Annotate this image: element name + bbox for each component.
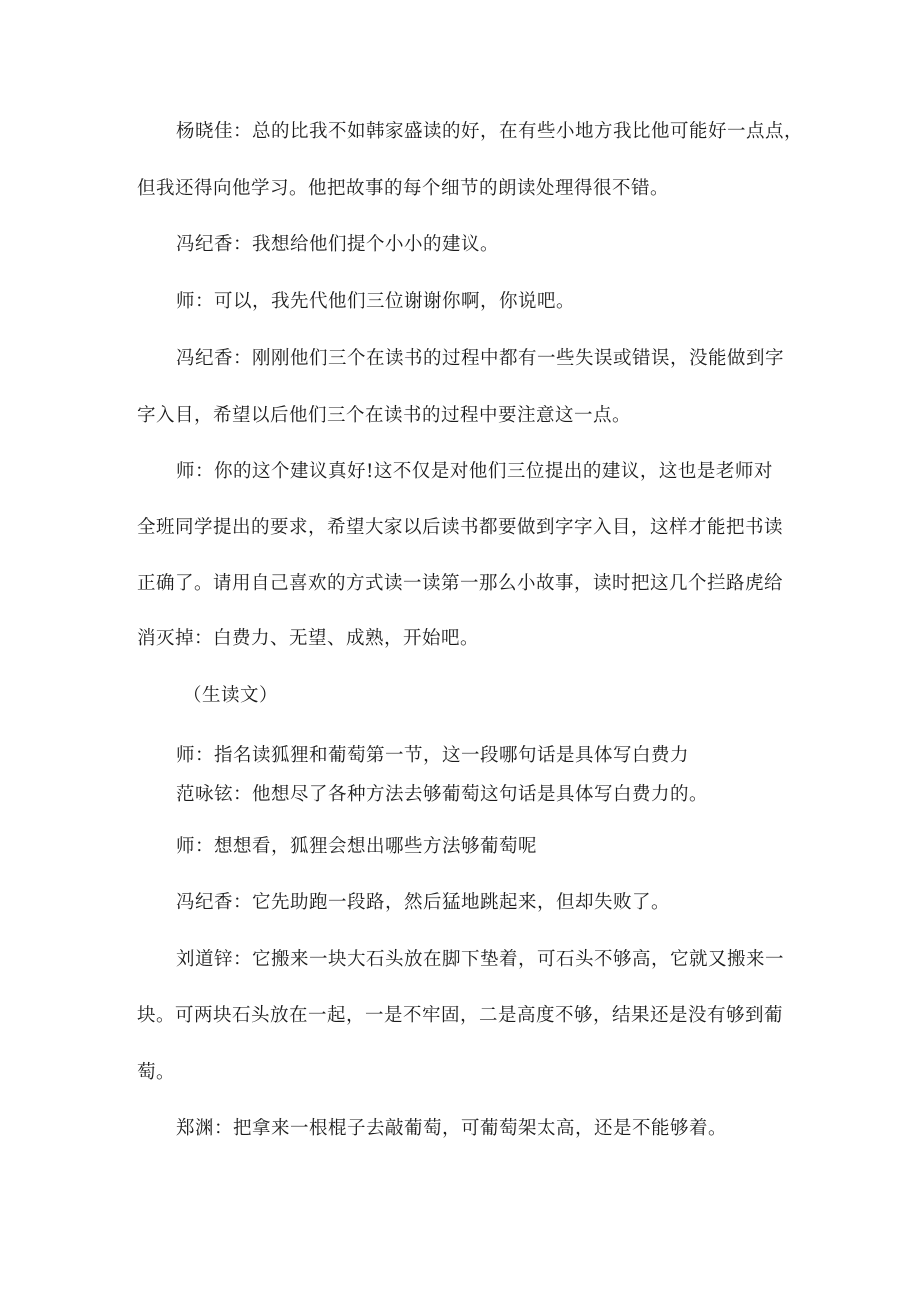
paragraph-line: 师：你的这个建议真好!这不仅是对他们三位提出的建议，这也是老师对	[176, 461, 773, 482]
paragraph-line: 冯纪香：刚刚他们三个在读书的过程中都有一些失误或错误，没能做到字	[176, 348, 785, 369]
paragraph-line: 刘道锌：它搬来一块大石头放在脚下垫着，可石头不够高，它就又搬来一	[176, 949, 785, 970]
paragraph-line: 郑渊：把拿来一根棍子去敲葡萄，可葡萄架太高，还是不能够着。	[176, 1118, 728, 1139]
paragraph-line: 范咏铉：他想尽了各种方法去够葡萄这句话是具体写白费力的。	[176, 784, 709, 805]
paragraph-line: 杨晓佳：总的比我不如韩家盛读的好，在有些小地方我比他可能好一点点，	[176, 121, 804, 142]
paragraph-line: 萄。	[137, 1062, 176, 1083]
paragraph-line: 字入目，希望以后他们三个在读书的过程中要注意这一点。	[137, 405, 632, 426]
paragraph-line: 冯纪香：我想给他们提个小小的建议。	[176, 234, 500, 255]
paragraph-line: 全班同学提出的要求，希望大家以后读书都要做到字字入目，这样才能把书读	[137, 517, 784, 538]
stage-direction: （生读文）	[183, 685, 279, 706]
paragraph-line: 但我还得向他学习。他把故事的每个细节的朗读处理得很不错。	[137, 178, 670, 199]
paragraph-line: 块。可两块石头放在一起，一是不牢固，二是高度不够，结果还是没有够到葡	[137, 1005, 784, 1026]
paragraph-line: 消灭掉：白费力、无望、成熟，开始吧。	[137, 628, 480, 649]
paragraph-line: 冯纪香：它先助跑一段路，然后猛地跳起来，但却失败了。	[176, 892, 671, 913]
paragraph-line: 正确了。请用自己喜欢的方式读一读第一那么小故事，读时把这几个拦路虎给	[137, 573, 784, 594]
paragraph-line: 师：可以，我先代他们三位谢谢你啊，你说吧。	[176, 291, 576, 312]
paragraph-line: 师：想想看，狐狸会想出哪些方法够葡萄呢	[176, 836, 538, 857]
paragraph-line: 师：指名读狐狸和葡萄第一节，这一段哪句话是具体写白费力	[176, 745, 690, 766]
